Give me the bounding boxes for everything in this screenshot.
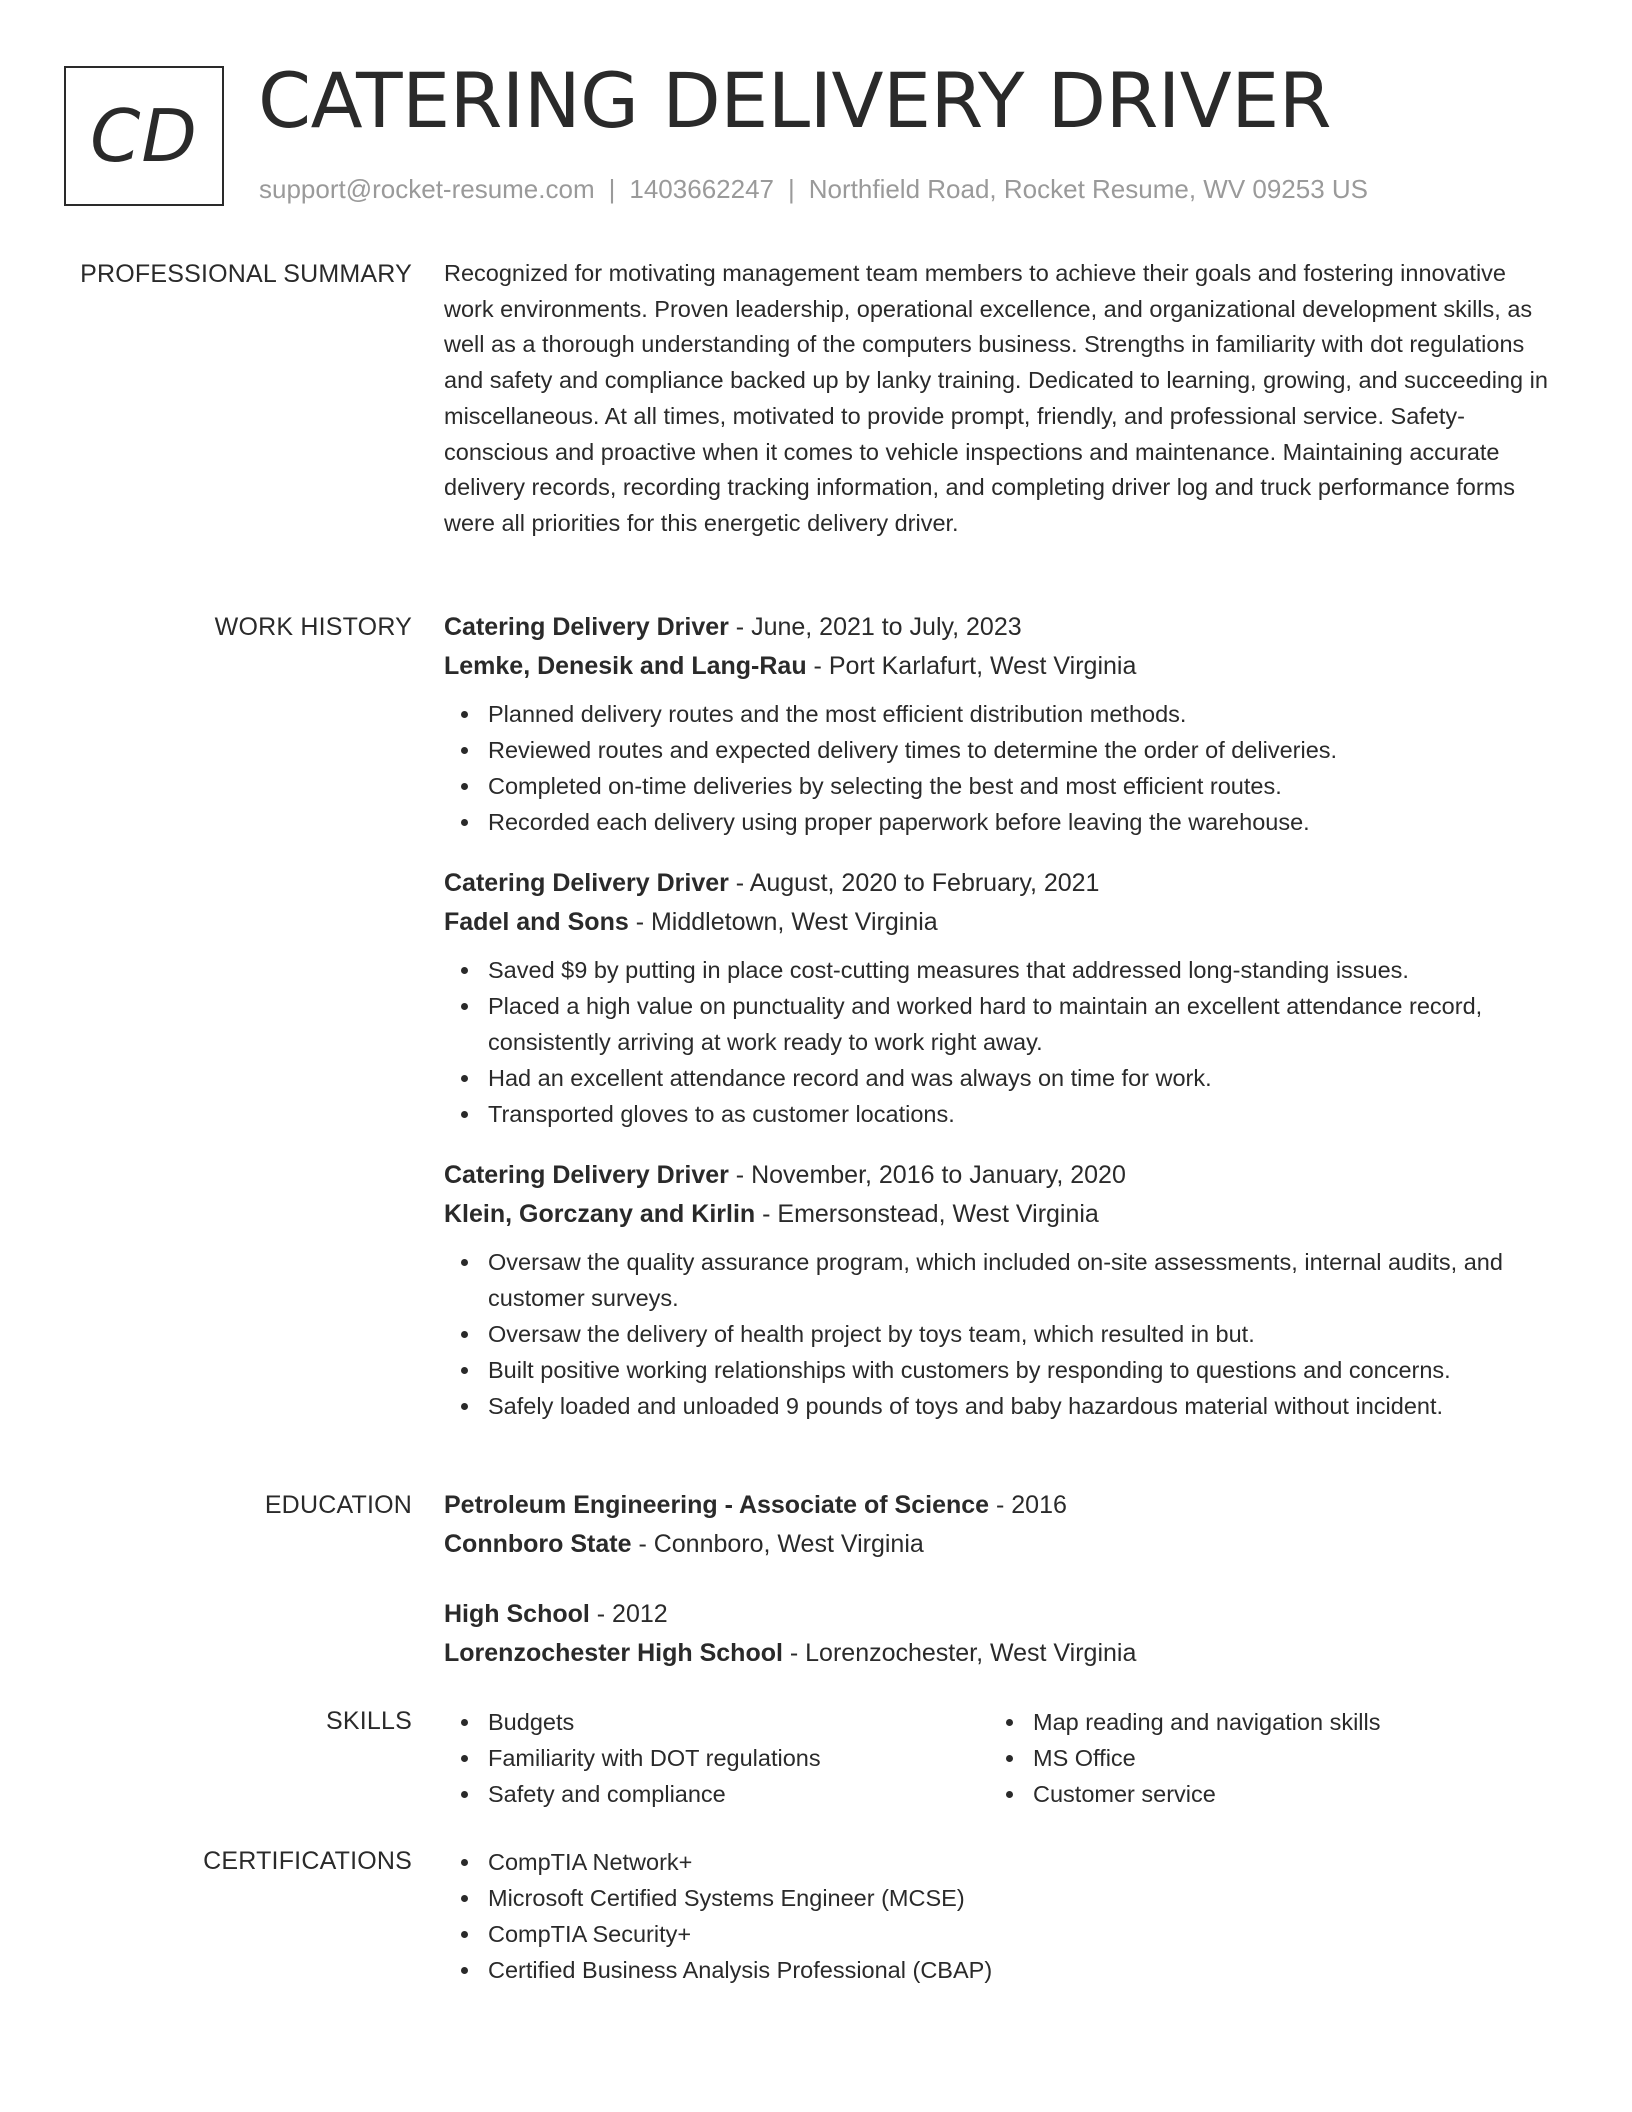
job-bullet: Saved $9 by putting in place cost-cutting measures that addressed long-standing issues.	[444, 952, 1554, 988]
section-heading-certifications: CERTIFICATIONS	[203, 1847, 412, 1875]
job-title: Catering Delivery Driver	[444, 1161, 729, 1189]
education-school: Connboro State	[444, 1530, 632, 1558]
skill-item: Familiarity with DOT regulations	[444, 1740, 989, 1776]
section-heading-education: EDUCATION	[264, 1491, 412, 1519]
skill-item: Safety and compliance	[444, 1776, 989, 1812]
job-company: Lemke, Denesik and Lang-Rau	[444, 652, 807, 680]
job-bullet: Completed on-time deliveries by selecting the best and most efficient routes.	[444, 768, 1554, 804]
job-bullet: Built positive working relationships with customers by responding to questions and concerns.	[444, 1352, 1554, 1388]
education-degree: High School	[444, 1600, 590, 1628]
job-dates: - June, 2021 to July, 2023	[728, 613, 1022, 641]
certifications-body	[444, 1844, 1554, 1988]
job-bullet: Safely loaded and unloaded 9 pounds of toys and baby hazardous material without incident.	[444, 1388, 1554, 1424]
job-entry	[444, 864, 1554, 1132]
job-company-line	[444, 1195, 1554, 1234]
work-history-body	[444, 608, 1554, 1424]
section-heading-summary: PROFESSIONAL SUMMARY	[80, 260, 412, 288]
job-bullet: Oversaw the quality assurance program, which included on-site assessments, internal audits, and customer surveys.	[444, 1244, 1554, 1316]
job-dates: - November, 2016 to January, 2020	[728, 1161, 1126, 1189]
job-company-line	[444, 647, 1554, 686]
certifications-list	[444, 1844, 1554, 1988]
skills-list-right	[989, 1704, 1534, 1812]
certification-item: CompTIA Security+	[444, 1916, 1554, 1952]
job-title: Catering Delivery Driver	[444, 613, 729, 641]
contact-email[interactable]: support@rocket-resume.com	[259, 174, 595, 204]
job-bullets	[444, 952, 1554, 1132]
job-location: - Port Karlafurt, West Virginia	[806, 652, 1137, 680]
certification-item: CompTIA Network+	[444, 1844, 1554, 1880]
skills-body	[444, 1704, 1554, 1812]
section-heading-skills: SKILLS	[326, 1707, 412, 1735]
job-bullets	[444, 696, 1554, 840]
skill-item: MS Office	[989, 1740, 1534, 1776]
contact-separator: |	[608, 174, 616, 204]
education-degree-line	[444, 1595, 1554, 1634]
education-school: Lorenzochester High School	[444, 1639, 783, 1667]
section-heading-work-history: WORK HISTORY	[214, 613, 412, 641]
monogram-initials: CD	[90, 94, 198, 178]
contact-separator: |	[788, 174, 795, 204]
skill-item: Budgets	[444, 1704, 989, 1740]
education-degree: Petroleum Engineering - Associate of Science	[444, 1491, 990, 1519]
job-company: Klein, Gorczany and Kirlin	[444, 1200, 756, 1228]
job-bullet: Oversaw the delivery of health project by toys team, which resulted in but.	[444, 1316, 1554, 1352]
contact-line	[259, 172, 1368, 206]
education-entry	[444, 1486, 1554, 1564]
job-dates: - August, 2020 to February, 2021	[728, 869, 1100, 897]
job-company-line	[444, 903, 1554, 942]
education-degree-line	[444, 1486, 1554, 1525]
skill-item: Map reading and navigation skills	[989, 1704, 1534, 1740]
certification-item: Certified Business Analysis Professional (CBAP)	[444, 1952, 1554, 1988]
job-bullet: Planned delivery routes and the most efficient distribution methods.	[444, 696, 1554, 732]
education-entry	[444, 1595, 1554, 1673]
education-school-line	[444, 1525, 1554, 1564]
job-company: Fadel and Sons	[444, 908, 629, 936]
job-entry	[444, 1156, 1554, 1424]
job-title-line	[444, 864, 1554, 903]
summary-body	[444, 256, 1554, 542]
contact-phone[interactable]: 1403662247	[629, 174, 774, 204]
education-year: - 2012	[589, 1600, 668, 1628]
education-school-line	[444, 1634, 1554, 1673]
job-title: Catering Delivery Driver	[444, 869, 729, 897]
job-bullet: Placed a high value on punctuality and worked hard to maintain an excellent attendance record, consistently arriving at work ready to work right away.	[444, 988, 1554, 1060]
skill-item: Customer service	[989, 1776, 1534, 1812]
monogram-badge	[64, 66, 224, 206]
job-bullet: Had an excellent attendance record and was always on time for work.	[444, 1060, 1554, 1096]
education-location: - Lorenzochester, West Virginia	[782, 1639, 1137, 1667]
summary-text: Recognized for motivating management team members to achieve their goals and fostering innovative work environments. Proven leadership, operational excellence, and organizational development skills, as well as a thorough understanding of the computers business. Strengths in familiarity with dot regulations and safety and compliance backed up by lanky training. Dedicated to learning, growing, and succeeding in miscellaneous. At all times, motivated to provide prompt, friendly, and professional service. Safety-conscious and proactive when it comes to vehicle inspections and maintenance. Maintaining accurate delivery records, recording tracking information, and completing driver log and truck performance forms were all priorities for this energetic delivery driver.	[444, 260, 1548, 536]
job-title-line	[444, 1156, 1554, 1195]
job-title-line	[444, 608, 1554, 647]
job-entry	[444, 608, 1554, 840]
resume-title: CATERING DELIVERY DRIVER	[258, 56, 1332, 145]
education-body	[444, 1486, 1554, 1673]
job-bullet: Reviewed routes and expected delivery times to determine the order of deliveries.	[444, 732, 1554, 768]
skills-list-left	[444, 1704, 989, 1812]
job-bullets	[444, 1244, 1554, 1424]
job-bullet: Transported gloves to as customer locations.	[444, 1096, 1554, 1132]
education-location: - Connboro, West Virginia	[631, 1530, 924, 1558]
education-year: - 2016	[989, 1491, 1067, 1519]
job-location: - Emersonstead, West Virginia	[755, 1200, 1099, 1228]
certification-item: Microsoft Certified Systems Engineer (MCSE)	[444, 1880, 1554, 1916]
job-bullet: Recorded each delivery using proper paperwork before leaving the warehouse.	[444, 804, 1554, 840]
job-location: - Middletown, West Virginia	[628, 908, 938, 936]
contact-address: Northfield Road, Rocket Resume, WV 09253 US	[808, 174, 1369, 204]
